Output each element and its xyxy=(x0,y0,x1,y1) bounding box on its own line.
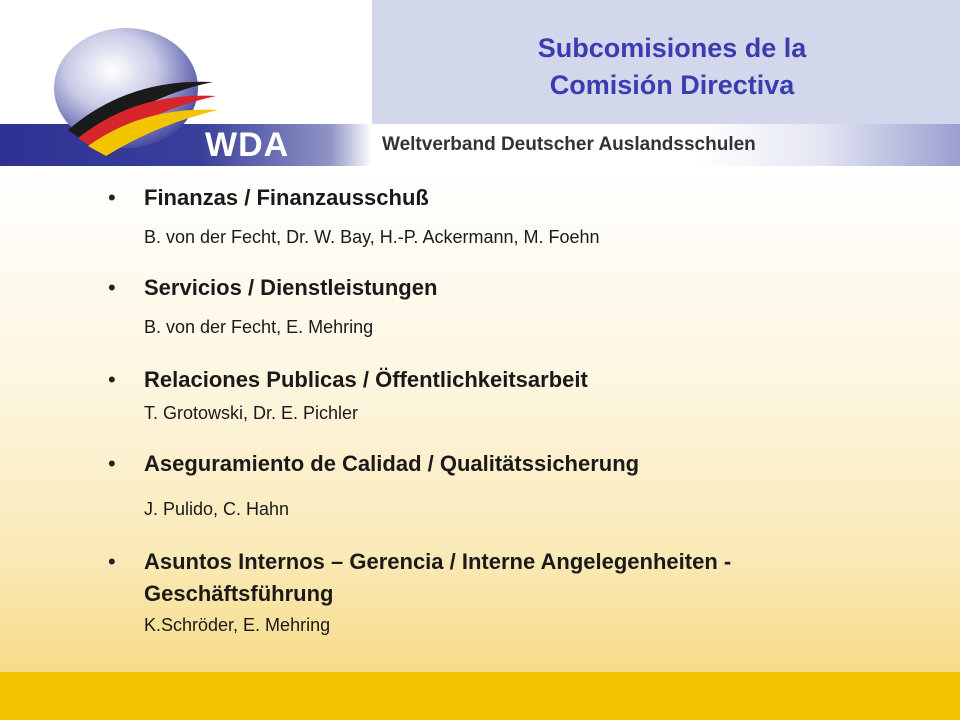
list-item xyxy=(108,546,908,638)
bullet-icon: • xyxy=(108,185,116,210)
item-title: Finanzas / Finanzausschuß xyxy=(144,185,429,210)
item-title: Aseguramiento de Calidad / Qualitätssicherung xyxy=(144,451,640,476)
bullet-icon: • xyxy=(108,275,116,300)
item-members: J. Pulido, C. Hahn xyxy=(144,499,290,519)
list-item xyxy=(108,364,908,448)
item-members: K.Schröder, E. Mehring xyxy=(144,615,331,635)
list-item xyxy=(108,448,908,546)
list-item xyxy=(108,272,908,364)
globe-logo-icon xyxy=(48,26,218,162)
slide-title-line1: Subcomisiones de la xyxy=(537,33,807,63)
slide-title xyxy=(372,30,960,104)
list-item xyxy=(108,182,908,272)
item-title-line1: Asuntos Internos – Gerencia / Interne Angelegenheiten - xyxy=(144,549,732,574)
item-members: T. Grotowski, Dr. E. Pichler xyxy=(144,403,359,423)
slide-title-line2: Comisión Directiva xyxy=(549,70,795,100)
wda-logo-text: WDA xyxy=(205,126,290,164)
bullet-icon: • xyxy=(108,451,116,476)
bullet-icon: • xyxy=(108,549,116,574)
subcommission-list xyxy=(108,182,908,638)
organization-name: Weltverband Deutscher Auslandsschulen xyxy=(382,134,756,155)
item-title: Relaciones Publicas / Öffentlichkeitsarbeit xyxy=(144,367,588,392)
item-title: Servicios / Dienstleistungen xyxy=(144,275,438,300)
item-title-line2: Geschäftsführung xyxy=(144,581,334,606)
item-members: B. von der Fecht, E. Mehring xyxy=(144,317,374,337)
bottom-bar xyxy=(0,672,960,720)
bullet-icon: • xyxy=(108,367,116,392)
item-members: B. von der Fecht, Dr. W. Bay, H.-P. Ackermann, M. Foehn xyxy=(144,227,600,247)
